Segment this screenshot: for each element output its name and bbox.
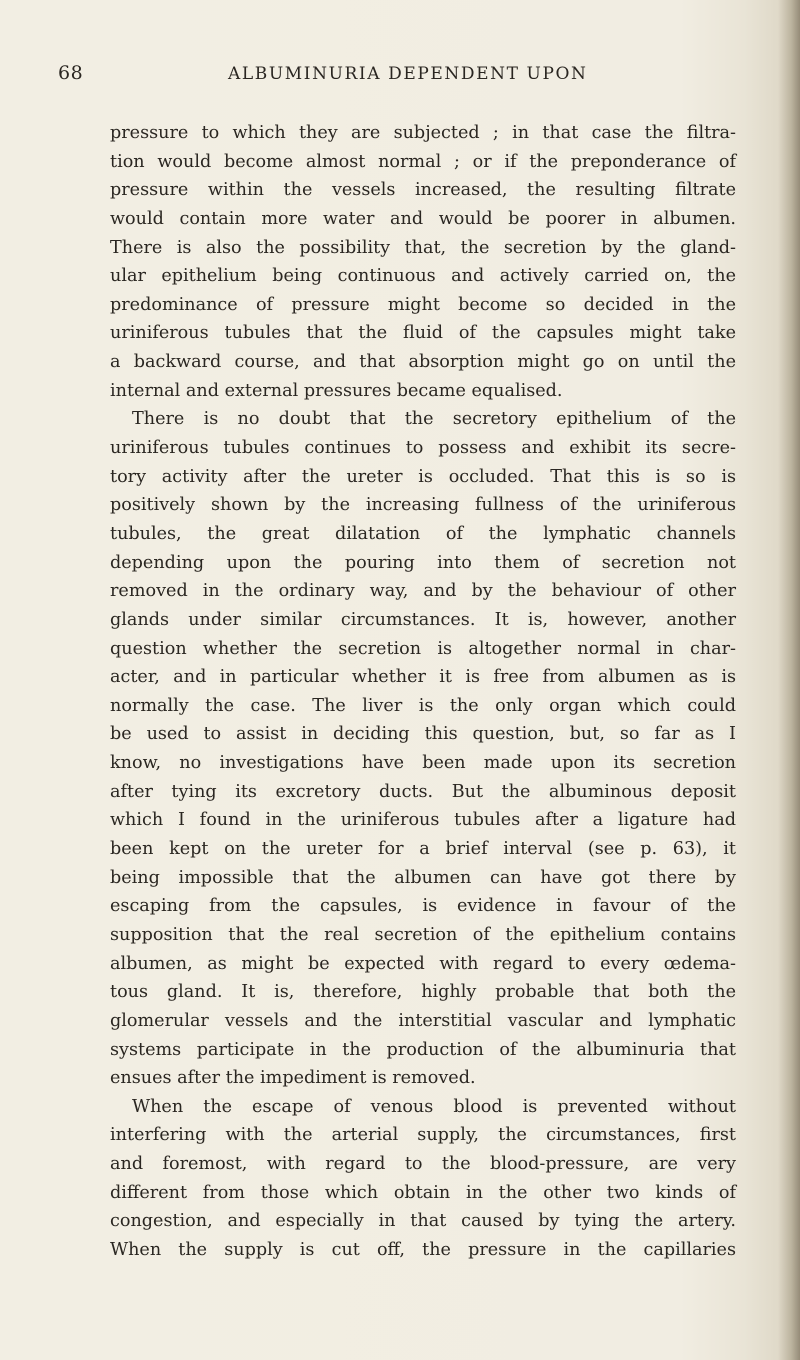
text-line: There is no doubt that the secretory epithelium of the xyxy=(132,409,736,430)
paragraph xyxy=(110,405,736,1092)
text-line: question whether the secretion is altogether normal in char- xyxy=(110,638,736,659)
text-line: been kept on the ureter for a brief interval (see p. 63), it xyxy=(110,839,736,860)
text-line: tion would become almost normal ; or if the preponderance of xyxy=(110,151,736,172)
text-line: glands under similar circumstances. It is, however, another xyxy=(110,609,736,630)
page-edge-shadow xyxy=(778,0,800,1360)
text-line: supposition that the real secretion of the epithelium contains xyxy=(110,924,736,945)
running-head: ALBUMINURIA DEPENDENT UPON xyxy=(228,64,588,84)
text-line: escaping from the capsules, is evidence in favour of the xyxy=(110,896,736,917)
body-text xyxy=(110,119,736,1265)
text-line: and foremost, with regard to the blood-pressure, are very xyxy=(110,1154,736,1175)
text-line: When the escape of venous blood is prevented without xyxy=(132,1096,736,1117)
text-line: being impossible that the albumen can have got there by xyxy=(110,867,736,888)
text-line: positively shown by the increasing fullness of the uriniferous xyxy=(110,495,736,516)
text-line: tubules, the great dilatation of the lymphatic channels xyxy=(110,523,736,544)
text-line: albumen, as might be expected with regard to every œdema- xyxy=(110,953,736,974)
text-line: tous gland. It is, therefore, highly probable that both the xyxy=(110,982,736,1003)
text-line: predominance of pressure might become so decided in the xyxy=(110,294,736,315)
text-line: depending upon the pouring into them of secretion not xyxy=(110,552,736,573)
paragraph xyxy=(110,119,736,405)
page-header xyxy=(58,62,758,92)
text-line: be used to assist in deciding this question, but, so far as I xyxy=(110,724,736,745)
text-line: When the supply is cut off, the pressure in the capillaries xyxy=(110,1239,736,1260)
text-line: after tying its excretory ducts. But the albuminous deposit xyxy=(110,781,736,802)
text-line: systems participate in the production of the albuminuria that xyxy=(110,1039,736,1060)
text-line: tory activity after the ureter is occluded. That this is so is xyxy=(110,466,736,487)
text-line: There is also the possibility that, the secretion by the gland- xyxy=(110,237,736,258)
text-line: uriniferous tubules continues to possess and exhibit its secre- xyxy=(110,438,736,459)
text-line: know, no investigations have been made upon its secretion xyxy=(110,753,736,774)
text-line: glomerular vessels and the interstitial vascular and lymphatic xyxy=(110,1010,736,1031)
text-line: different from those which obtain in the other two kinds of xyxy=(110,1182,736,1203)
text-line: pressure to which they are subjected ; in that case the filtra- xyxy=(110,123,736,143)
text-line: a backward course, and that absorption might go on until the xyxy=(110,352,736,373)
text-line: congestion, and especially in that caused by tying the artery. xyxy=(110,1211,736,1232)
text-line: ensues after the impediment is removed. xyxy=(110,1068,476,1089)
text-line: internal and external pressures became equalised. xyxy=(110,380,563,401)
text-line: would contain more water and would be poorer in albumen. xyxy=(110,208,736,229)
text-line: acter, and in particular whether it is free from albumen as is xyxy=(110,667,736,688)
text-line: interfering with the arterial supply, the circumstances, first xyxy=(110,1125,736,1146)
text-line: ular epithelium being continuous and actively carried on, the xyxy=(110,266,736,287)
paragraph xyxy=(110,1093,736,1265)
text-line: which I found in the uriniferous tubules after a ligature had xyxy=(110,810,736,831)
text-line: removed in the ordinary way, and by the behaviour of other xyxy=(110,581,736,602)
text-line: pressure within the vessels increased, the resulting filtrate xyxy=(110,180,736,201)
text-line: uriniferous tubules that the fluid of the capsules might take xyxy=(110,323,736,344)
text-line: normally the case. The liver is the only organ which could xyxy=(110,695,736,716)
page-number: 68 xyxy=(58,62,84,84)
